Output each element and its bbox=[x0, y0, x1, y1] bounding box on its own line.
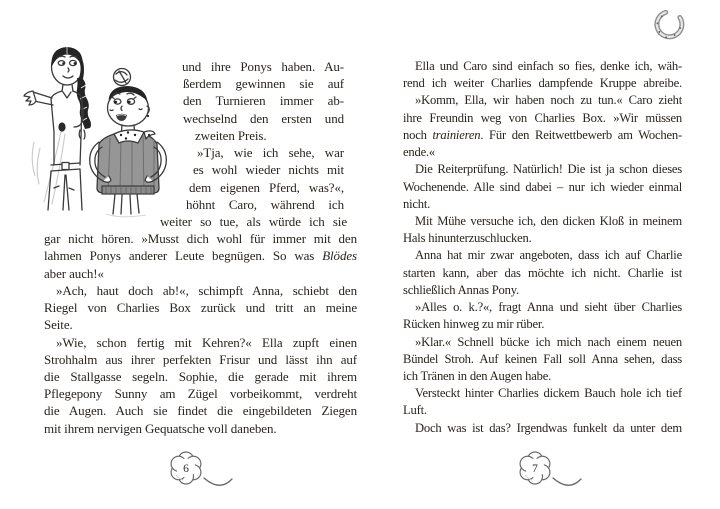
text-line: gar nicht hören. »Musst dich wohl für immer mit den bbox=[44, 231, 357, 247]
text-line: rend ich weiter Charlies dampfende Kruppe abreibe. bbox=[403, 76, 682, 91]
text-line: Doch was ist das? Irgendwas funkelt da unter dem bbox=[415, 420, 682, 435]
text-line: wechselnd den ersten und bbox=[183, 110, 344, 126]
text-line: »Klar.« Schnell bücke ich mich nach einem neuen bbox=[415, 334, 682, 349]
text-line: mit ihrem nervigen Gequatsche voll daneben. bbox=[44, 420, 277, 436]
text-line: die Augen. Auch sie findet die eingebildeten Ziegen bbox=[44, 403, 357, 419]
page-number-right: 7 bbox=[532, 463, 538, 475]
text-line: starten kann, aber das möchte ich nicht. Charlie ist bbox=[403, 265, 682, 280]
text-line: Ella und Caro sind einfach so fies, denke ich, wäh- bbox=[415, 59, 682, 73]
text-line: Rücken hinweg zu mir rüber. bbox=[403, 317, 545, 332]
text-line: ßerdem gewinnen sie auf bbox=[183, 76, 344, 92]
text-line: ihre Freundin weg von Charlies Box. »Wir müssen bbox=[403, 110, 682, 125]
text-line: dem eigenen Pferd, was?«, bbox=[189, 179, 344, 195]
text-line: »Wie, schon fertig mit Kehren?« Ella zupft einen bbox=[56, 334, 357, 350]
text-line: »Ach, haut doch ab!«, schimpft Anna, schiebt den bbox=[56, 282, 357, 298]
text-line: weiter so tue, als würde ich sie bbox=[160, 213, 347, 229]
text-line: Strohhalm aus ihrer perfekten Frisur und lässt ihn auf bbox=[44, 351, 357, 367]
text-line: »Komm, Ella, wir haben noch zu tun.« Caro zieht bbox=[415, 93, 682, 108]
text-line: nicht. bbox=[403, 196, 431, 211]
page-number-flower-right bbox=[513, 444, 589, 500]
text-line: den Turnieren immer ab- bbox=[183, 93, 344, 109]
horseshoe-icon bbox=[650, 6, 688, 44]
text-line: die Stallgasse segeln. Sophie, die gerade mit ihrem bbox=[44, 368, 357, 384]
text-line: Anna hat mir zwar angeboten, dass ich auf Charlie bbox=[415, 248, 682, 263]
text-line: Seite. bbox=[44, 317, 73, 333]
text-line: Versteckt hinter Charlies dickem Bauch hole ich tief bbox=[415, 386, 682, 401]
text-line: Wochenende. Alle sind dabei – nur ich wieder einmal bbox=[403, 179, 682, 194]
text-line: zweiten Preis. bbox=[195, 127, 267, 143]
text-line: »Alles o. k.?«, fragt Anna und sieht über Charlies bbox=[415, 300, 682, 315]
text-line: Luft. bbox=[403, 403, 427, 418]
text-line: Die Reiterprüfung. Natürlich! Die ist ja schon dieses bbox=[415, 162, 682, 177]
page-number-flower-left bbox=[164, 444, 240, 500]
text-line: und ihre Ponys haben. Au- bbox=[182, 59, 344, 74]
text-line: aber auch!« bbox=[44, 265, 104, 281]
text-line: Hals hinunterzuschlucken. bbox=[403, 231, 532, 246]
page-number-left: 6 bbox=[183, 463, 189, 475]
text-line: noch trainieren. Für den Reitwettbewerb am Wochen- bbox=[403, 127, 682, 142]
text-line: Riegel von Charlies Box zurück und tritt an meine bbox=[44, 300, 357, 316]
right-page-text bbox=[403, 58, 682, 437]
text-line: ich Tränen in den Augen habe. bbox=[403, 368, 552, 383]
text-line: es wohl wieder nichts mit bbox=[193, 162, 344, 178]
text-line: lahmen Ponys anderer Leute begnügen. So was Blödes bbox=[44, 248, 357, 264]
text-line: höhnt Caro, während ich bbox=[186, 196, 344, 212]
text-line: Mit Mühe versuche ich, den dicken Kloß in meinem bbox=[415, 213, 682, 228]
text-line: ende.« bbox=[403, 145, 436, 160]
text-line: Bündel Stroh. Auf keinen Fall soll Anna sehen, dass bbox=[403, 351, 682, 366]
left-page-text bbox=[44, 58, 357, 437]
text-line: schließlich Annas Pony. bbox=[403, 282, 519, 297]
text-line: Pflegepony Sunny am Zügel vorbeikommt, verdreht bbox=[44, 386, 357, 402]
text-line: »Tja, wie ich sehe, war bbox=[197, 145, 344, 161]
